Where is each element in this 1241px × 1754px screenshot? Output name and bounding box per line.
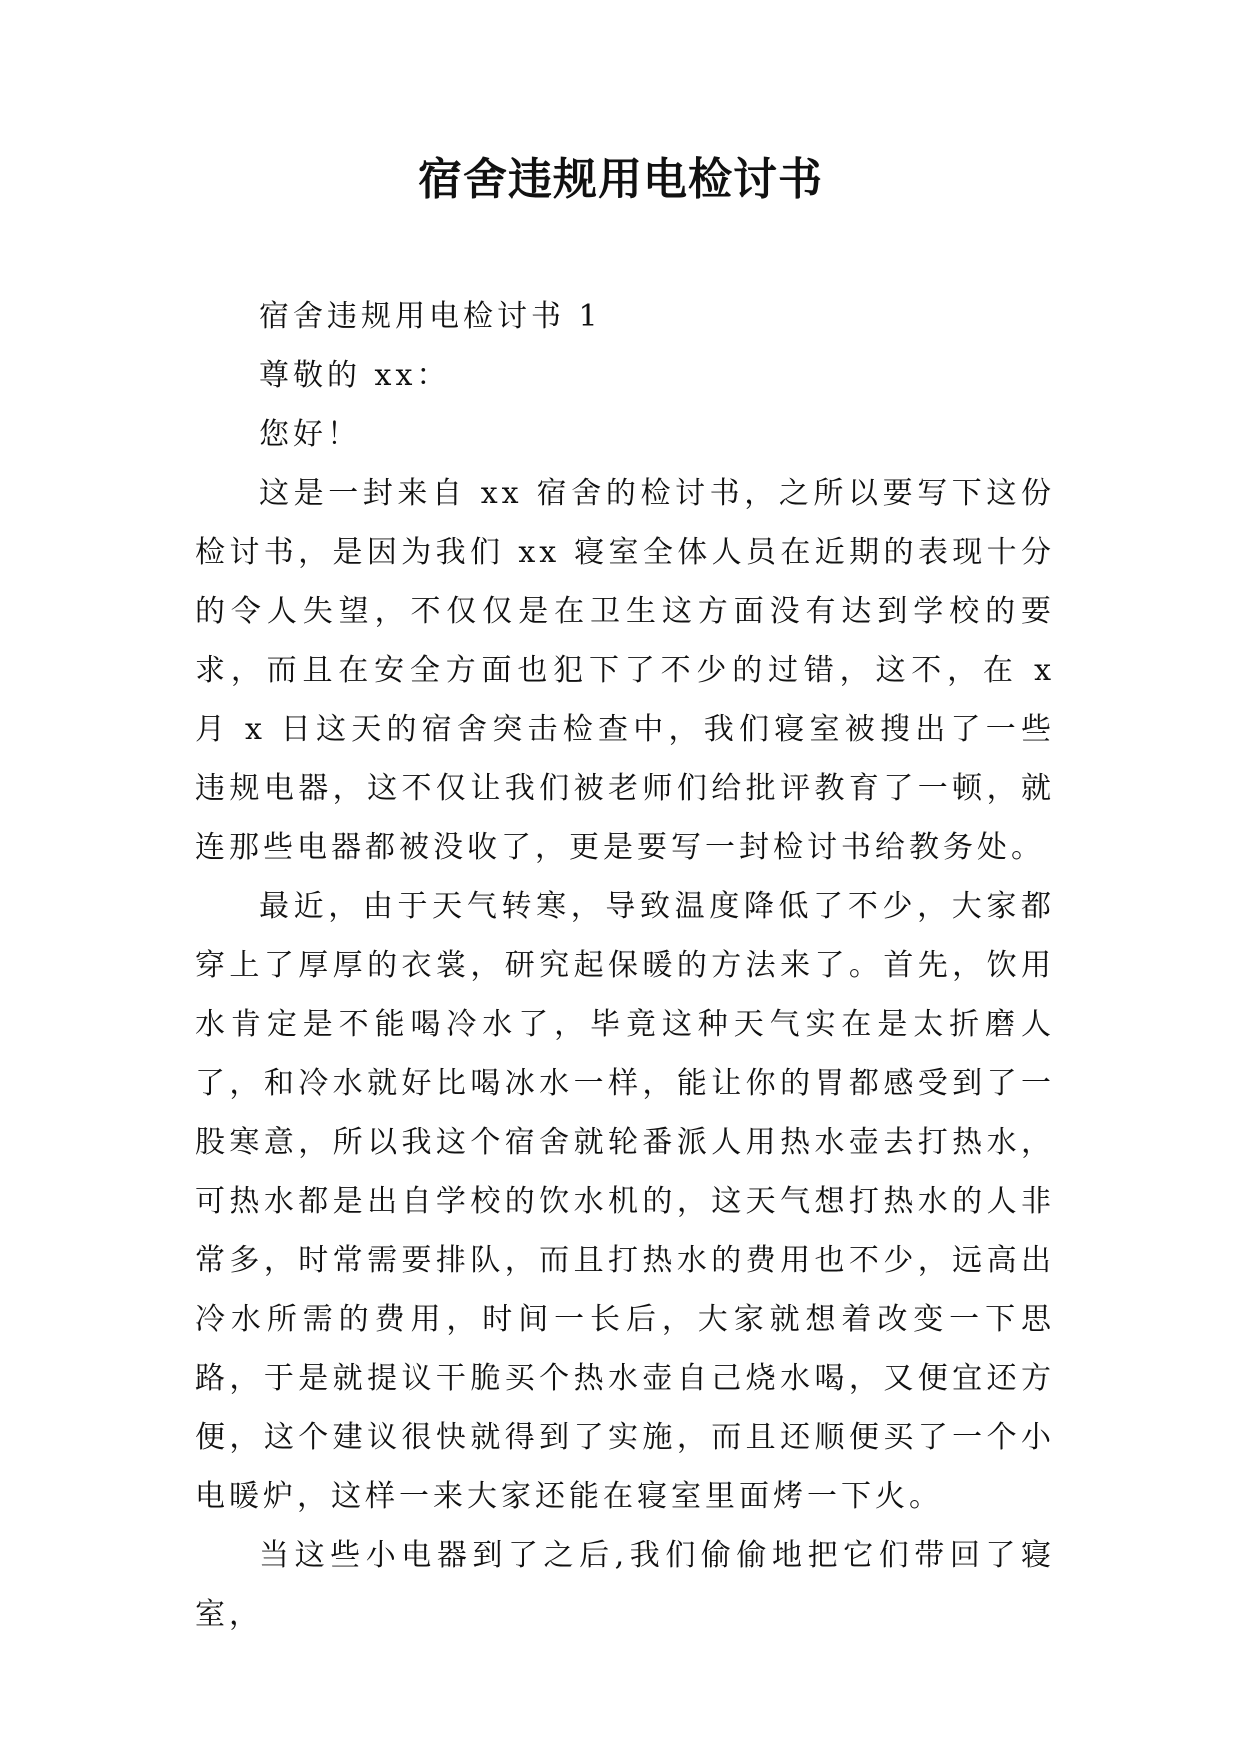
document-body — [195, 287, 1055, 1644]
section-heading: 宿舍违规用电检讨书 1 — [259, 299, 602, 334]
salutation: 尊敬的 xx： — [259, 358, 451, 393]
document-title: 宿舍违规用电检讨书 — [418, 154, 823, 205]
paragraph-3: 当这些小电器到了之后,我们偷偷地把它们带回了寝室， — [195, 1538, 1055, 1632]
paragraph-2: 最近，由于天气转寒，导致温度降低了不少，大家都穿上了厚厚的衣裳，研究起保暖的方法来了。首先，饮用水肯定是不能喝冷水了，毕竟这种天气实在是太折磨人了，和冷水就好比喝冰水一样，能让你的胃都感受到了一股寒意，所以我这个宿舍就轮番派人用热水壶去打热水，可热水都是出自学校的饮水机的，这天气想打热水的人非常多，时常需要排队，而且打热水的费用也不少，远高出冷水所需的费用，时间一长后，大家就想着改变一下思路，于是就提议干脆买个热水壶自己烧水喝，又便宜还方便，这个建议很快就得到了实施，而且还顺便买了一个小电暖炉，这样一来大家还能在寝室里面烤一下火。 — [195, 889, 1055, 1514]
paragraph-1: 这是一封来自 xx 宿舍的检讨书，之所以要写下这份检讨书，是因为我们 xx 寝室全体人员在近期的表现十分的令人失望，不仅仅是在卫生这方面没有达到学校的要求，而且在安全方面也犯下了不少的过错，这不，在 x 月 x 日这天的宿舍突击检查中，我们寝室被搜出了一些违规电器，这不仅让我们被老师们给批评教育了一顿，就连那些电器都被没收了，更是要写一封检讨书给教务处。 — [195, 476, 1055, 865]
greeting: 您好！ — [259, 417, 361, 452]
